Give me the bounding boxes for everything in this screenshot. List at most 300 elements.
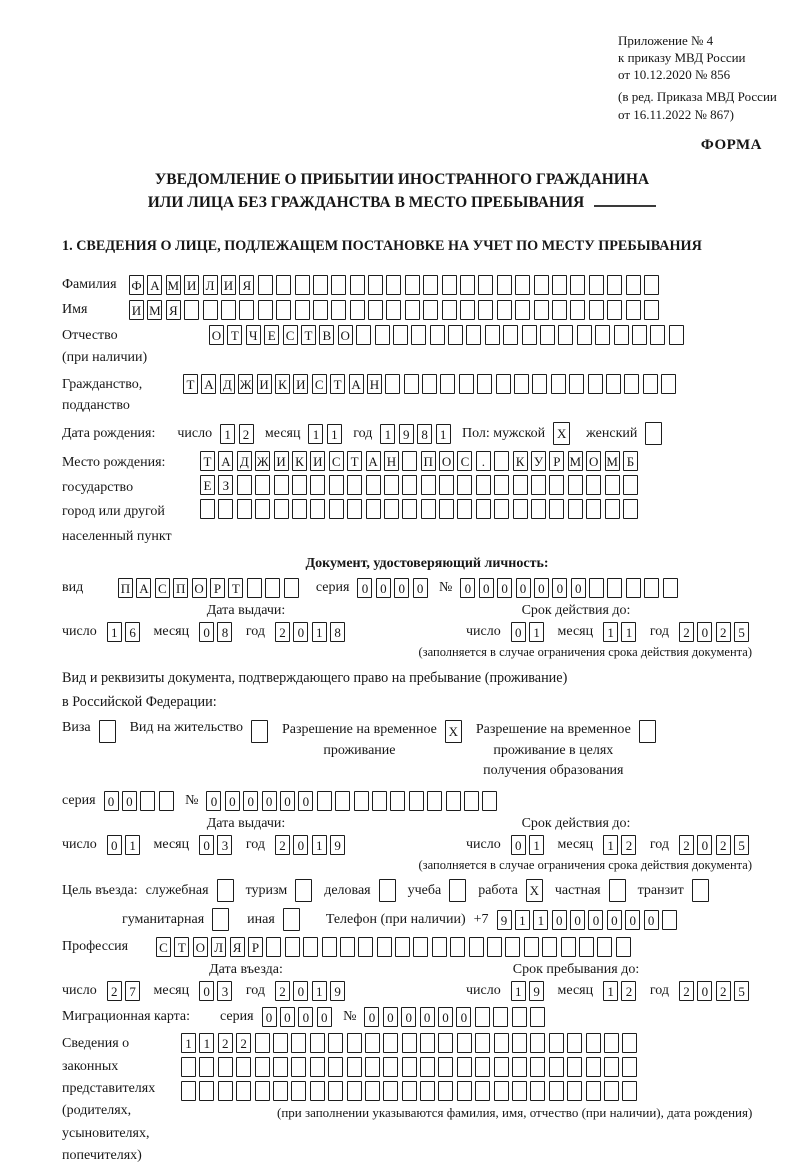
permit-number-cell[interactable]: 0 <box>243 791 258 811</box>
profession-cell[interactable] <box>579 937 594 957</box>
profession-cell[interactable] <box>597 937 612 957</box>
migration-number-cell[interactable] <box>475 1007 490 1027</box>
doc-type-cell[interactable] <box>284 578 299 598</box>
representatives-cell[interactable] <box>530 1081 545 1101</box>
surname-cell[interactable] <box>423 275 438 295</box>
citizenship-cell[interactable] <box>551 374 566 394</box>
phone-cell[interactable]: 0 <box>644 910 659 930</box>
representatives-cell[interactable] <box>310 1033 325 1053</box>
representatives-cell[interactable] <box>567 1081 582 1101</box>
permit-valid-month-cell[interactable]: 1 <box>603 835 618 855</box>
profession-cell[interactable] <box>616 937 631 957</box>
representatives-cell[interactable] <box>420 1033 435 1053</box>
birthplace-cell[interactable]: . <box>476 451 491 471</box>
representatives-cell[interactable]: 2 <box>218 1033 233 1053</box>
birth-month-cell[interactable]: 1 <box>327 424 342 444</box>
permit-number-cell[interactable]: 0 <box>298 791 313 811</box>
phone-cell[interactable]: 0 <box>570 910 585 930</box>
name-cell[interactable] <box>386 300 401 320</box>
surname-cell[interactable] <box>552 275 567 295</box>
surname-cell[interactable] <box>644 275 659 295</box>
entry-day-cell[interactable]: 7 <box>125 981 140 1001</box>
representatives-cell[interactable] <box>586 1033 601 1053</box>
permit-issue-day-cell[interactable]: 0 <box>107 835 122 855</box>
doc-number-cell[interactable]: 0 <box>497 578 512 598</box>
birthplace-cell[interactable]: З <box>218 475 233 495</box>
birthplace-cell[interactable] <box>366 475 381 495</box>
stay-year-cell[interactable]: 2 <box>679 981 694 1001</box>
citizenship-cell[interactable] <box>661 374 676 394</box>
purpose-commercial-cell[interactable] <box>379 879 396 902</box>
birthplace-cell[interactable] <box>457 499 472 519</box>
name-cell[interactable] <box>295 300 310 320</box>
doc-type-cell[interactable]: Р <box>210 578 225 598</box>
birthplace-cell[interactable] <box>605 475 620 495</box>
citizenship-cell[interactable] <box>606 374 621 394</box>
permit-number-cell[interactable] <box>372 791 387 811</box>
citizenship-cell[interactable] <box>588 374 603 394</box>
profession-cell[interactable]: Р <box>248 937 263 957</box>
doc-valid-year-cell[interactable]: 5 <box>734 622 749 642</box>
representatives-cell[interactable] <box>365 1081 380 1101</box>
migration-number-cell[interactable]: 0 <box>438 1007 453 1027</box>
permit-valid-year-cell[interactable]: 2 <box>716 835 731 855</box>
doc-issue-year-cell[interactable]: 8 <box>330 622 345 642</box>
birthplace-cell[interactable] <box>568 475 583 495</box>
birthplace-cell[interactable] <box>402 499 417 519</box>
representatives-cell[interactable] <box>218 1081 233 1101</box>
permit-number-cell[interactable] <box>335 791 350 811</box>
representatives-cell[interactable] <box>475 1081 490 1101</box>
patronymic-cell[interactable] <box>650 325 665 345</box>
representatives-cell[interactable] <box>622 1081 637 1101</box>
representatives-cell[interactable] <box>255 1057 270 1077</box>
surname-cell[interactable] <box>589 275 604 295</box>
phone-cell[interactable]: 9 <box>497 910 512 930</box>
birthplace-cell[interactable] <box>494 499 509 519</box>
birthplace-cell[interactable]: Д <box>237 451 252 471</box>
birthplace-cell[interactable] <box>329 499 344 519</box>
phone-cell[interactable]: 0 <box>552 910 567 930</box>
citizenship-cell[interactable] <box>459 374 474 394</box>
doc-valid-month-cell[interactable]: 1 <box>603 622 618 642</box>
sex-female-cell[interactable] <box>645 422 662 445</box>
citizenship-cell[interactable]: И <box>257 374 272 394</box>
citizenship-cell[interactable]: А <box>349 374 364 394</box>
birthplace-cell[interactable] <box>200 499 215 519</box>
birth-year-cell[interactable]: 9 <box>399 424 414 444</box>
permit-valid-day-cell[interactable]: 0 <box>511 835 526 855</box>
representatives-cell[interactable] <box>383 1081 398 1101</box>
citizenship-cell[interactable]: И <box>293 374 308 394</box>
birthplace-cell[interactable] <box>494 451 509 471</box>
surname-cell[interactable] <box>570 275 585 295</box>
doc-issue-year-cell[interactable]: 0 <box>293 622 308 642</box>
surname-cell[interactable] <box>295 275 310 295</box>
birthplace-cell[interactable]: А <box>218 451 233 471</box>
migration-number-cell[interactable]: 0 <box>420 1007 435 1027</box>
profession-cell[interactable] <box>285 937 300 957</box>
temp-permit-checkbox-cell[interactable]: X <box>445 720 462 743</box>
citizenship-cell[interactable] <box>404 374 419 394</box>
birthplace-cell[interactable] <box>586 475 601 495</box>
name-cell[interactable]: Я <box>166 300 181 320</box>
permit-number-cell[interactable] <box>390 791 405 811</box>
stay-year-cell[interactable]: 0 <box>697 981 712 1001</box>
name-cell[interactable] <box>644 300 659 320</box>
migration-series-cell[interactable]: 0 <box>317 1007 332 1027</box>
representatives-cell[interactable] <box>273 1057 288 1077</box>
name-cell[interactable]: И <box>129 300 144 320</box>
birthplace-cell[interactable] <box>384 499 399 519</box>
patronymic-cell[interactable] <box>485 325 500 345</box>
representatives-cell[interactable] <box>218 1057 233 1077</box>
representatives-cell[interactable] <box>347 1081 362 1101</box>
representatives-cell[interactable] <box>604 1033 619 1053</box>
profession-cell[interactable] <box>303 937 318 957</box>
doc-series-cell[interactable]: 0 <box>357 578 372 598</box>
name-cell[interactable] <box>442 300 457 320</box>
birthplace-cell[interactable] <box>402 475 417 495</box>
profession-cell[interactable] <box>413 937 428 957</box>
doc-type-cell[interactable]: Т <box>228 578 243 598</box>
name-cell[interactable] <box>184 300 199 320</box>
permit-series-cell[interactable]: 0 <box>104 791 119 811</box>
profession-cell[interactable] <box>561 937 576 957</box>
migration-number-cell[interactable] <box>530 1007 545 1027</box>
birthplace-cell[interactable] <box>421 475 436 495</box>
doc-valid-year-cell[interactable]: 2 <box>716 622 731 642</box>
birthplace-cell[interactable] <box>476 475 491 495</box>
birthplace-cell[interactable]: Т <box>200 451 215 471</box>
birthplace-cell[interactable] <box>347 475 362 495</box>
doc-issue-month-cell[interactable]: 8 <box>217 622 232 642</box>
permit-series-cell[interactable]: 0 <box>122 791 137 811</box>
phone-cell[interactable] <box>662 910 677 930</box>
name-cell[interactable] <box>626 300 641 320</box>
representatives-cell[interactable]: 1 <box>181 1033 196 1053</box>
surname-cell[interactable] <box>331 275 346 295</box>
surname-cell[interactable] <box>258 275 273 295</box>
permit-valid-year-cell[interactable]: 5 <box>734 835 749 855</box>
patronymic-cell[interactable]: О <box>338 325 353 345</box>
surname-cell[interactable] <box>368 275 383 295</box>
citizenship-cell[interactable] <box>532 374 547 394</box>
representatives-cell[interactable] <box>273 1081 288 1101</box>
name-cell[interactable] <box>350 300 365 320</box>
representatives-cell[interactable] <box>530 1057 545 1077</box>
name-cell[interactable] <box>478 300 493 320</box>
name-cell[interactable] <box>368 300 383 320</box>
birthplace-cell[interactable] <box>513 475 528 495</box>
phone-cell[interactable]: 1 <box>533 910 548 930</box>
patronymic-cell[interactable] <box>522 325 537 345</box>
patronymic-cell[interactable]: Т <box>227 325 242 345</box>
permit-number-cell[interactable]: 0 <box>225 791 240 811</box>
representatives-cell[interactable] <box>402 1033 417 1053</box>
phone-cell[interactable]: 0 <box>607 910 622 930</box>
sex-male-cell[interactable]: X <box>553 422 570 445</box>
birth-year-cell[interactable]: 1 <box>436 424 451 444</box>
citizenship-cell[interactable]: Т <box>330 374 345 394</box>
citizenship-cell[interactable] <box>422 374 437 394</box>
birth-day-cell[interactable]: 1 <box>220 424 235 444</box>
representatives-cell[interactable] <box>273 1033 288 1053</box>
representatives-cell[interactable] <box>494 1033 509 1053</box>
permit-issue-month-cell[interactable]: 0 <box>199 835 214 855</box>
patronymic-cell[interactable] <box>411 325 426 345</box>
birthplace-cell[interactable]: Е <box>200 475 215 495</box>
doc-number-cell[interactable]: 0 <box>516 578 531 598</box>
birthplace-cell[interactable] <box>274 499 289 519</box>
doc-valid-day-cell[interactable]: 0 <box>511 622 526 642</box>
birthplace-cell[interactable] <box>586 499 601 519</box>
permit-number-cell[interactable] <box>464 791 479 811</box>
doc-number-cell[interactable]: 0 <box>534 578 549 598</box>
doc-number-cell[interactable] <box>589 578 604 598</box>
permit-issue-day-cell[interactable]: 1 <box>125 835 140 855</box>
birthplace-cell[interactable] <box>513 499 528 519</box>
profession-cell[interactable] <box>340 937 355 957</box>
name-cell[interactable] <box>570 300 585 320</box>
doc-issue-day-cell[interactable]: 1 <box>107 622 122 642</box>
birthplace-cell[interactable] <box>292 475 307 495</box>
patronymic-cell[interactable] <box>595 325 610 345</box>
profession-cell[interactable] <box>432 937 447 957</box>
permit-issue-year-cell[interactable]: 1 <box>312 835 327 855</box>
birthplace-cell[interactable] <box>457 475 472 495</box>
migration-series-cell[interactable]: 0 <box>262 1007 277 1027</box>
representatives-cell[interactable] <box>494 1081 509 1101</box>
representatives-cell[interactable] <box>383 1033 398 1053</box>
doc-issue-day-cell[interactable]: 6 <box>125 622 140 642</box>
migration-number-cell[interactable]: 0 <box>364 1007 379 1027</box>
migration-series-cell[interactable]: 0 <box>298 1007 313 1027</box>
surname-cell[interactable]: А <box>147 275 162 295</box>
birthplace-cell[interactable] <box>347 499 362 519</box>
stay-month-cell[interactable]: 1 <box>603 981 618 1001</box>
name-cell[interactable] <box>607 300 622 320</box>
stay-day-cell[interactable]: 9 <box>529 981 544 1001</box>
citizenship-cell[interactable] <box>440 374 455 394</box>
representatives-cell[interactable] <box>310 1057 325 1077</box>
purpose-transit-cell[interactable] <box>692 879 709 902</box>
patronymic-cell[interactable]: О <box>209 325 224 345</box>
purpose-tourism-cell[interactable] <box>295 879 312 902</box>
representatives-cell[interactable] <box>457 1057 472 1077</box>
profession-cell[interactable] <box>395 937 410 957</box>
profession-cell[interactable] <box>469 937 484 957</box>
birthplace-cell[interactable] <box>623 499 638 519</box>
patronymic-cell[interactable] <box>577 325 592 345</box>
representatives-cell[interactable] <box>328 1081 343 1101</box>
permit-issue-month-cell[interactable]: 3 <box>217 835 232 855</box>
doc-type-cell[interactable]: П <box>173 578 188 598</box>
permit-valid-month-cell[interactable]: 2 <box>621 835 636 855</box>
profession-cell[interactable]: Т <box>174 937 189 957</box>
representatives-cell[interactable] <box>236 1081 251 1101</box>
doc-valid-year-cell[interactable]: 2 <box>679 622 694 642</box>
birthplace-cell[interactable] <box>439 475 454 495</box>
surname-cell[interactable] <box>386 275 401 295</box>
patronymic-cell[interactable] <box>558 325 573 345</box>
profession-cell[interactable] <box>505 937 520 957</box>
birthplace-cell[interactable] <box>605 499 620 519</box>
birthplace-cell[interactable] <box>568 499 583 519</box>
birthplace-cell[interactable] <box>274 475 289 495</box>
surname-cell[interactable] <box>350 275 365 295</box>
patronymic-cell[interactable] <box>614 325 629 345</box>
representatives-cell[interactable] <box>475 1033 490 1053</box>
birthplace-cell[interactable] <box>494 475 509 495</box>
representatives-cell[interactable]: 1 <box>199 1033 214 1053</box>
surname-cell[interactable]: И <box>221 275 236 295</box>
entry-year-cell[interactable]: 1 <box>312 981 327 1001</box>
representatives-cell[interactable] <box>420 1081 435 1101</box>
name-cell[interactable] <box>534 300 549 320</box>
patronymic-cell[interactable] <box>540 325 555 345</box>
birthplace-cell[interactable] <box>255 475 270 495</box>
permit-valid-day-cell[interactable]: 1 <box>529 835 544 855</box>
entry-day-cell[interactable]: 2 <box>107 981 122 1001</box>
name-cell[interactable] <box>203 300 218 320</box>
doc-valid-year-cell[interactable]: 0 <box>697 622 712 642</box>
representatives-cell[interactable] <box>199 1057 214 1077</box>
patronymic-cell[interactable] <box>393 325 408 345</box>
birthplace-cell[interactable]: М <box>568 451 583 471</box>
representatives-cell[interactable] <box>530 1033 545 1053</box>
purpose-work-cell[interactable]: X <box>526 879 543 902</box>
birthplace-cell[interactable] <box>218 499 233 519</box>
doc-number-cell[interactable]: 0 <box>479 578 494 598</box>
entry-year-cell[interactable]: 2 <box>275 981 290 1001</box>
name-cell[interactable] <box>497 300 512 320</box>
doc-number-cell[interactable] <box>663 578 678 598</box>
birthplace-cell[interactable] <box>549 499 564 519</box>
representatives-cell[interactable] <box>255 1081 270 1101</box>
doc-type-cell[interactable]: О <box>192 578 207 598</box>
phone-cell[interactable]: 1 <box>515 910 530 930</box>
representatives-cell[interactable] <box>438 1081 453 1101</box>
surname-cell[interactable] <box>626 275 641 295</box>
purpose-private-cell[interactable] <box>609 879 626 902</box>
representatives-cell[interactable]: 2 <box>236 1033 251 1053</box>
representatives-cell[interactable] <box>567 1057 582 1077</box>
birthplace-cell[interactable] <box>255 499 270 519</box>
profession-cell[interactable] <box>487 937 502 957</box>
representatives-cell[interactable] <box>457 1081 472 1101</box>
birth-day-cell[interactable]: 2 <box>239 424 254 444</box>
representatives-cell[interactable] <box>310 1081 325 1101</box>
surname-cell[interactable] <box>276 275 291 295</box>
birthplace-cell[interactable] <box>237 475 252 495</box>
name-cell[interactable]: М <box>147 300 162 320</box>
stay-year-cell[interactable]: 2 <box>716 981 731 1001</box>
residence-permit-checkbox-cell[interactable] <box>251 720 268 743</box>
surname-cell[interactable] <box>607 275 622 295</box>
representatives-cell[interactable] <box>291 1081 306 1101</box>
surname-cell[interactable] <box>442 275 457 295</box>
birthplace-cell[interactable] <box>292 499 307 519</box>
permit-valid-year-cell[interactable]: 2 <box>679 835 694 855</box>
surname-cell[interactable]: Я <box>239 275 254 295</box>
entry-month-cell[interactable]: 0 <box>199 981 214 1001</box>
birthplace-cell[interactable]: Р <box>549 451 564 471</box>
name-cell[interactable] <box>552 300 567 320</box>
representatives-cell[interactable] <box>512 1057 527 1077</box>
permit-issue-year-cell[interactable]: 9 <box>330 835 345 855</box>
citizenship-cell[interactable] <box>514 374 529 394</box>
name-cell[interactable] <box>221 300 236 320</box>
representatives-cell[interactable] <box>604 1081 619 1101</box>
profession-cell[interactable] <box>266 937 281 957</box>
migration-number-cell[interactable]: 0 <box>401 1007 416 1027</box>
birthplace-cell[interactable]: М <box>605 451 620 471</box>
doc-number-cell[interactable] <box>644 578 659 598</box>
permit-number-cell[interactable] <box>409 791 424 811</box>
citizenship-cell[interactable]: Н <box>367 374 382 394</box>
permit-issue-year-cell[interactable]: 2 <box>275 835 290 855</box>
citizenship-cell[interactable]: Д <box>220 374 235 394</box>
profession-cell[interactable] <box>542 937 557 957</box>
patronymic-cell[interactable] <box>430 325 445 345</box>
permit-number-cell[interactable] <box>354 791 369 811</box>
representatives-cell[interactable] <box>383 1057 398 1077</box>
birth-year-cell[interactable]: 8 <box>417 424 432 444</box>
birthplace-cell[interactable]: И <box>274 451 289 471</box>
purpose-other-cell[interactable] <box>283 908 300 931</box>
profession-cell[interactable] <box>358 937 373 957</box>
representatives-cell[interactable] <box>567 1033 582 1053</box>
permit-number-cell[interactable] <box>482 791 497 811</box>
doc-number-cell[interactable]: 0 <box>571 578 586 598</box>
birthplace-cell[interactable] <box>531 475 546 495</box>
stay-day-cell[interactable]: 1 <box>511 981 526 1001</box>
representatives-cell[interactable] <box>328 1033 343 1053</box>
surname-cell[interactable]: И <box>184 275 199 295</box>
surname-cell[interactable]: Л <box>203 275 218 295</box>
surname-cell[interactable]: М <box>166 275 181 295</box>
birth-year-cell[interactable]: 1 <box>380 424 395 444</box>
representatives-cell[interactable] <box>347 1057 362 1077</box>
birthplace-cell[interactable]: С <box>329 451 344 471</box>
doc-issue-year-cell[interactable]: 1 <box>312 622 327 642</box>
surname-cell[interactable] <box>405 275 420 295</box>
patronymic-cell[interactable]: Ч <box>246 325 261 345</box>
citizenship-cell[interactable] <box>477 374 492 394</box>
birthplace-cell[interactable] <box>384 475 399 495</box>
surname-cell[interactable] <box>313 275 328 295</box>
migration-number-cell[interactable]: 0 <box>383 1007 398 1027</box>
migration-number-cell[interactable] <box>493 1007 508 1027</box>
patronymic-cell[interactable] <box>375 325 390 345</box>
birthplace-cell[interactable] <box>310 475 325 495</box>
patronymic-cell[interactable] <box>356 325 371 345</box>
surname-cell[interactable] <box>515 275 530 295</box>
representatives-cell[interactable] <box>457 1033 472 1053</box>
patronymic-cell[interactable]: С <box>283 325 298 345</box>
birthplace-cell[interactable]: Н <box>384 451 399 471</box>
doc-type-cell[interactable]: А <box>136 578 151 598</box>
birthplace-cell[interactable] <box>237 499 252 519</box>
representatives-cell[interactable] <box>512 1081 527 1101</box>
stay-month-cell[interactable]: 2 <box>621 981 636 1001</box>
citizenship-cell[interactable] <box>624 374 639 394</box>
name-cell[interactable] <box>515 300 530 320</box>
permit-number-cell[interactable] <box>446 791 461 811</box>
representatives-cell[interactable] <box>291 1033 306 1053</box>
birthplace-cell[interactable]: К <box>292 451 307 471</box>
